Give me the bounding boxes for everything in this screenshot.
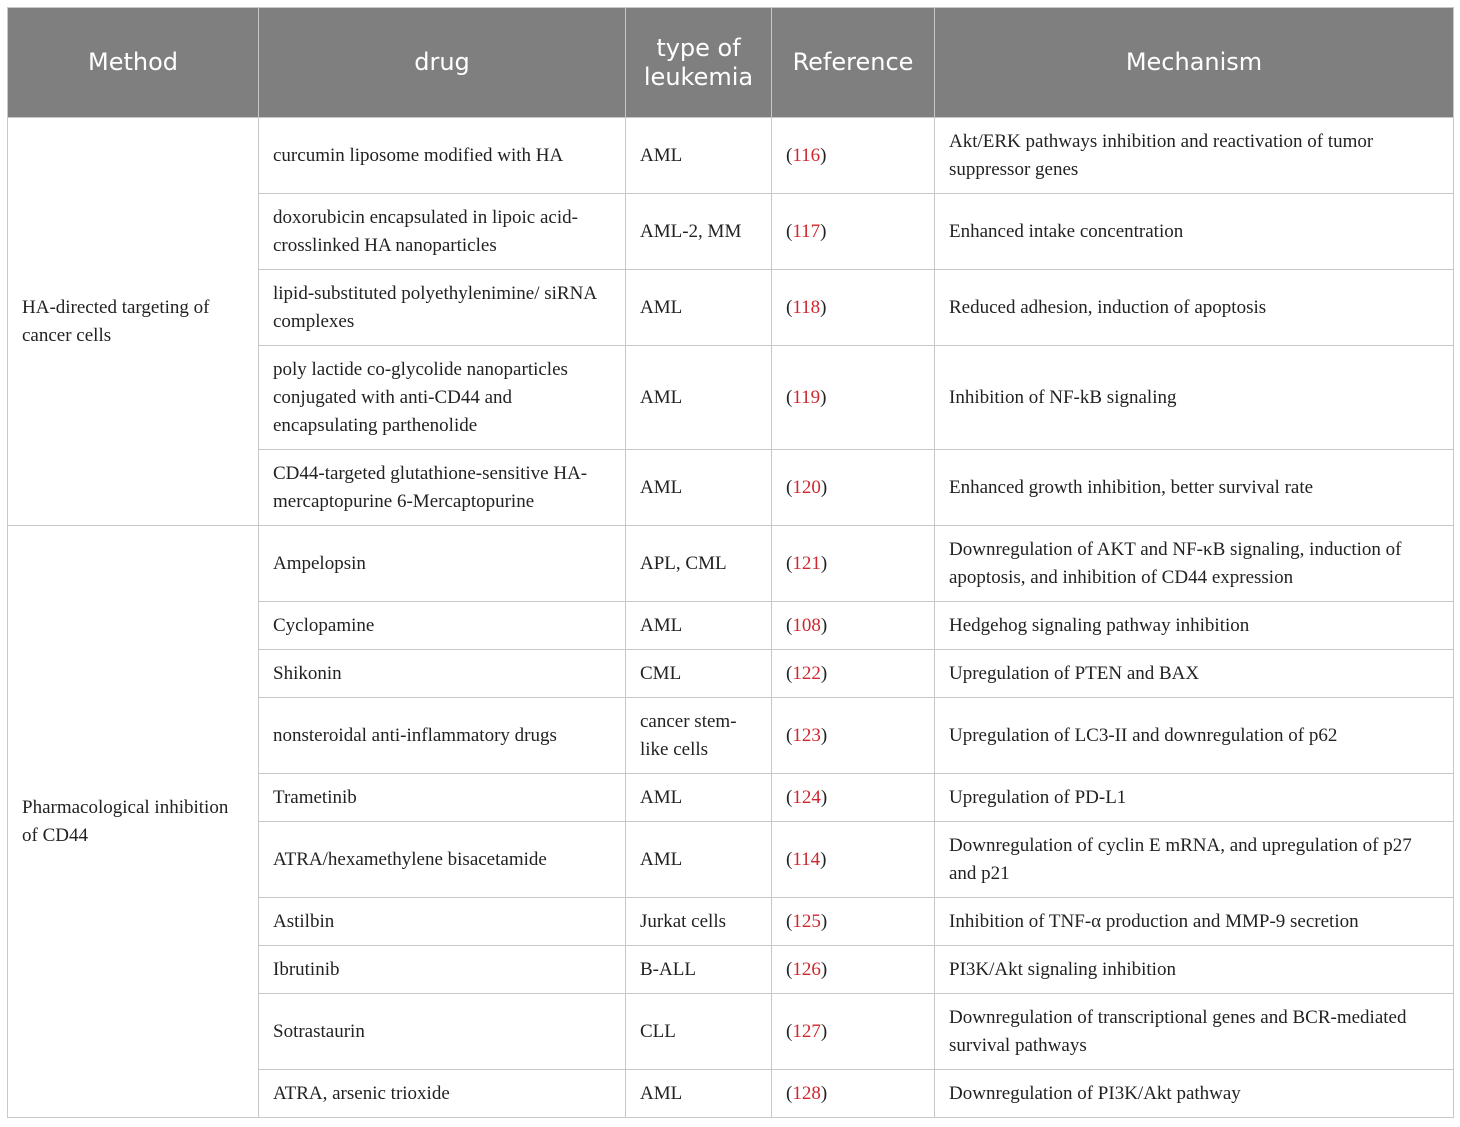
mechanism-cell: Upregulation of PD-L1 [935,774,1454,822]
reference-link[interactable]: 121 [792,552,821,574]
mechanism-cell: Enhanced intake concentration [935,194,1454,270]
leukemia-type-cell: AML [626,822,772,898]
table-body [8,118,1454,1118]
leukemia-type-cell: CML [626,650,772,698]
reference-link[interactable]: 120 [792,476,821,498]
leukemia-type-cell: AML-2, MM [626,194,772,270]
header-row [8,8,1454,118]
drug-cell: Ibrutinib [259,946,626,994]
reference-cell: (123) [772,698,935,774]
reference-cell: (119) [772,346,935,450]
leukemia-type-cell: AML [626,1070,772,1118]
leukemia-type-cell: AML [626,270,772,346]
drug-cell: Astilbin [259,898,626,946]
mechanism-cell: Downregulation of transcriptional genes and BCR-mediated survival pathways [935,994,1454,1070]
leukemia-type-cell: Jurkat cells [626,898,772,946]
mechanism-cell: Enhanced growth inhibition, better survival rate [935,450,1454,526]
reference-link[interactable]: 114 [792,848,821,870]
reference-cell: (127) [772,994,935,1070]
reference-link[interactable]: 127 [792,1020,821,1042]
reference-link[interactable]: 119 [792,386,821,408]
reference-cell: (126) [772,946,935,994]
reference-link[interactable]: 125 [792,910,821,932]
reference-cell: (121) [772,526,935,602]
mechanism-cell: Inhibition of TNF-α production and MMP-9 secretion [935,898,1454,946]
reference-cell: (117) [772,194,935,270]
reference-link[interactable]: 123 [792,724,821,746]
header-drug: drug [259,8,626,118]
header-method: Method [8,8,259,118]
reference-link[interactable]: 108 [792,614,821,636]
reference-cell: (120) [772,450,935,526]
method-cell: Pharmacological inhibition of CD44 [8,526,259,1118]
reference-link[interactable]: 117 [792,220,821,242]
leukemia-type-cell: AML [626,774,772,822]
header-reference: Reference [772,8,935,118]
drug-cell: CD44-targeted glutathione-sensitive HA-mercaptopurine 6-Mercaptopurine [259,450,626,526]
cd44-therapy-table [7,7,1454,1118]
method-cell: HA-directed targeting of cancer cells [8,118,259,526]
drug-cell: Cyclopamine [259,602,626,650]
drug-cell: curcumin liposome modified with HA [259,118,626,194]
header-type-of-leukemia: type of leukemia [626,8,772,118]
reference-cell: (125) [772,898,935,946]
mechanism-cell: Upregulation of LC3-II and downregulation of p62 [935,698,1454,774]
table-row [8,526,1454,602]
drug-cell: Sotrastaurin [259,994,626,1070]
drug-cell: nonsteroidal anti-inflammatory drugs [259,698,626,774]
leukemia-type-cell: APL, CML [626,526,772,602]
mechanism-cell: Hedgehog signaling pathway inhibition [935,602,1454,650]
mechanism-cell: Inhibition of NF-kB signaling [935,346,1454,450]
mechanism-cell: Downregulation of PI3K/Akt pathway [935,1070,1454,1118]
reference-cell: (114) [772,822,935,898]
reference-link[interactable]: 126 [792,958,821,980]
drug-cell: ATRA, arsenic trioxide [259,1070,626,1118]
reference-link[interactable]: 116 [792,144,821,166]
leukemia-type-cell: AML [626,346,772,450]
reference-cell: (124) [772,774,935,822]
reference-link[interactable]: 122 [792,662,821,684]
reference-cell: (118) [772,270,935,346]
leukemia-type-cell: B-ALL [626,946,772,994]
table-header [8,8,1454,118]
table-row [8,118,1454,194]
drug-cell: doxorubicin encapsulated in lipoic acid-crosslinked HA nanoparticles [259,194,626,270]
drug-cell: poly lactide co-glycolide nanoparticles conjugated with anti-CD44 and encapsulating parthenolide [259,346,626,450]
leukemia-type-cell: AML [626,450,772,526]
leukemia-type-cell: AML [626,118,772,194]
reference-cell: (108) [772,602,935,650]
drug-cell: Shikonin [259,650,626,698]
mechanism-cell: Downregulation of cyclin E mRNA, and upregulation of p27 and p21 [935,822,1454,898]
mechanism-cell: Reduced adhesion, induction of apoptosis [935,270,1454,346]
reference-link[interactable]: 124 [792,786,821,808]
leukemia-type-cell: cancer stem-like cells [626,698,772,774]
reference-cell: (128) [772,1070,935,1118]
mechanism-cell: Upregulation of PTEN and BAX [935,650,1454,698]
drug-cell: Ampelopsin [259,526,626,602]
header-mechanism: Mechanism [935,8,1454,118]
drug-cell: lipid-substituted polyethylenimine/ siRNA complexes [259,270,626,346]
drug-cell: Trametinib [259,774,626,822]
leukemia-type-cell: AML [626,602,772,650]
drug-cell: ATRA/hexamethylene bisacetamide [259,822,626,898]
leukemia-type-cell: CLL [626,994,772,1070]
reference-link[interactable]: 128 [792,1082,821,1104]
mechanism-cell: Downregulation of AKT and NF-κB signaling, induction of apoptosis, and inhibition of CD44 expression [935,526,1454,602]
mechanism-cell: PI3K/Akt signaling inhibition [935,946,1454,994]
mechanism-cell: Akt/ERK pathways inhibition and reactivation of tumor suppressor genes [935,118,1454,194]
reference-link[interactable]: 118 [792,296,821,318]
reference-cell: (116) [772,118,935,194]
reference-cell: (122) [772,650,935,698]
